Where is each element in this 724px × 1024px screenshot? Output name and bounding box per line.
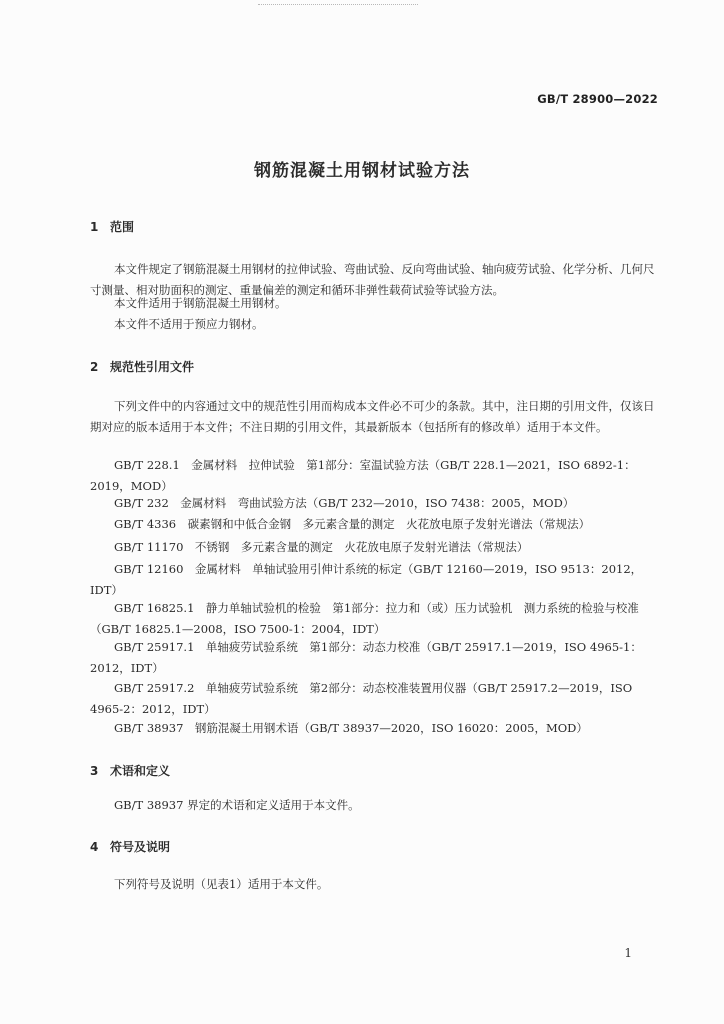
section-number: 2	[90, 360, 99, 374]
reference-item: GB/T 12160 金属材料 单轴试验用引伸计系统的标定（GB/T 12160—2019，ISO 9513：2012，IDT）	[90, 562, 643, 597]
reference-item: GB/T 16825.1 静力单轴试验机的检验 第1部分：拉力和（或）压力试验机 测力系统的检验与校准（GB/T 16825.1—2008，ISO 7500-1：2004，IDT）	[90, 601, 639, 636]
document-title: 钢筋混凝土用钢材试验方法	[254, 161, 470, 181]
reference-item: GB/T 11170 不锈钢 多元素含量的测定 火花放电原子发射光谱法（常规法）	[114, 540, 529, 554]
scan-edge-mark	[258, 4, 418, 5]
paragraph: 下列文件中的内容通过文中的规范性引用而构成本文件必不可少的条款。其中，注日期的引用文件，仅该日期对应的版本适用于本文件；不注日期的引用文件，其最新版本（包括所有的修改单）适用于本文件。	[90, 399, 655, 434]
standard-number: GB/T 28900—2022	[537, 92, 658, 106]
section-heading-1	[90, 218, 134, 235]
reference-item: GB/T 25917.1 单轴疲劳试验系统 第1部分：动态力校准（GB/T 25917.1—2019，ISO 4965-1：2012，IDT）	[90, 640, 642, 675]
section-heading-2	[90, 358, 194, 375]
reference-item: GB/T 232 金属材料 弯曲试验方法（GB/T 232—2010，ISO 7438：2005，MOD）	[114, 496, 575, 510]
paragraph: 本文件规定了钢筋混凝土用钢材的拉伸试验、弯曲试验、反向弯曲试验、轴向疲劳试验、化学分析、几何尺寸测量、相对肋面积的测定、重量偏差的测定和循环非弹性载荷试验等试验方法。	[90, 262, 655, 297]
section-heading-3	[90, 762, 170, 779]
reference-item: GB/T 228.1 金属材料 拉伸试验 第1部分：室温试验方法（GB/T 228.1—2021，ISO 6892-1：2019，MOD）	[90, 458, 636, 493]
paragraph: 本文件不适用于预应力钢材。	[114, 317, 264, 331]
paragraph: GB/T 38937 界定的术语和定义适用于本文件。	[114, 798, 360, 812]
reference-item: GB/T 38937 钢筋混凝土用钢术语（GB/T 38937—2020，ISO 16020：2005，MOD）	[114, 721, 588, 735]
reference-item: GB/T 4336 碳素钢和中低合金钢 多元素含量的测定 火花放电原子发射光谱法（常规法）	[114, 517, 591, 531]
section-title: 规范性引用文件	[110, 360, 195, 374]
reference-item: GB/T 25917.2 单轴疲劳试验系统 第2部分：动态校准装置用仪器（GB/T 25917.2—2019，ISO 4965-2：2012，IDT）	[90, 681, 633, 716]
section-title: 术语和定义	[110, 764, 171, 778]
section-title: 范围	[110, 220, 135, 234]
section-number: 1	[90, 220, 99, 234]
section-number: 3	[90, 764, 99, 778]
section-title: 符号及说明	[110, 840, 171, 854]
paragraph: 下列符号及说明（见表1）适用于本文件。	[114, 877, 329, 891]
section-heading-4	[90, 838, 170, 855]
paragraph: 本文件适用于钢筋混凝土用钢材。	[114, 296, 287, 310]
section-number: 4	[90, 840, 99, 854]
page-number: 1	[624, 946, 632, 960]
